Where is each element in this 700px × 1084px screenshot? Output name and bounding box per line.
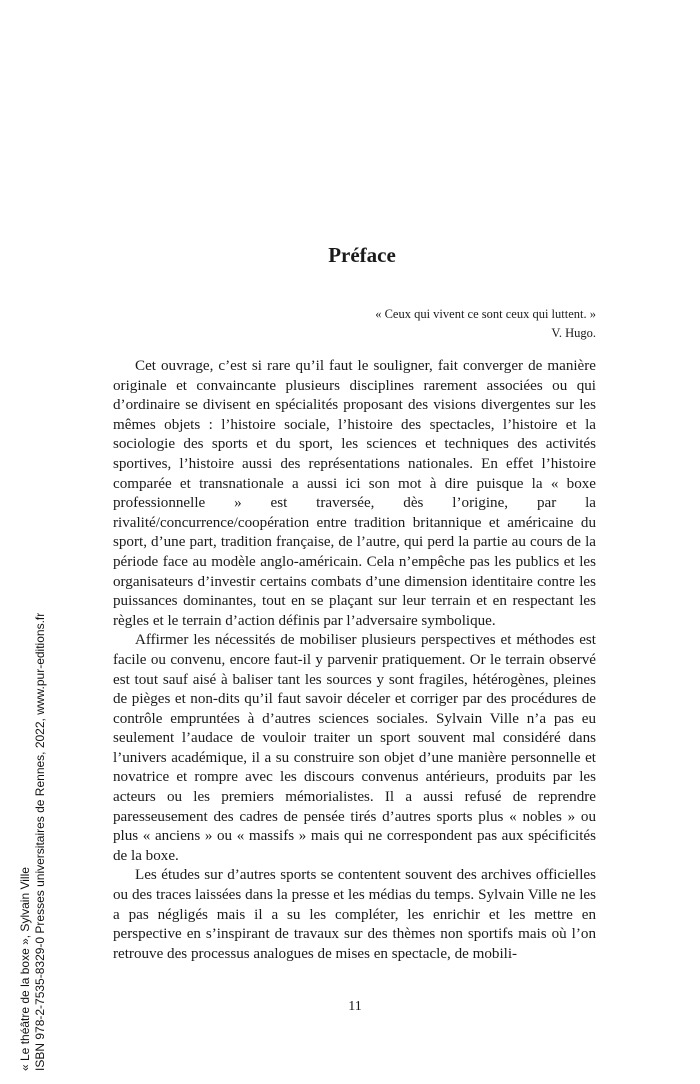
paragraph: Les études sur d’autres sports se contentent souvent des archives officielles ou des traces laissées dans la presse et les médias du temps. Sylvain Ville ne les a pas négligés mais il a su les compléter, les enrichir et les mettre en perspective en s’inspirant de travaux sur des thèmes non sportifs mais où l’on retrouve des processus analogues de mises en spectacle, de mobili- [113,867,596,962]
epigraph-author: V. Hugo. [551,326,596,340]
side-credit [18,471,48,1071]
page-number: 11 [348,999,362,1014]
epigraph [375,305,596,343]
body-text [113,357,596,964]
side-credit-line-isbn: ISBN 978-2-7535-8329-0 Presses universitaires de Rennes, 2022, www.pur-editions.fr [33,612,47,1071]
page-title: Préface [328,243,396,267]
paragraph: Affirmer les nécessités de mobiliser plusieurs perspectives et méthodes est facile ou convenu, encore faut-il y parvenir pratiquement. Or le terrain observé est tout sauf aisé à baliser tant les sources y sont fragiles, hétérogènes, pleines de pièges et non-dits qu’il faut savoir déceler et corriger par des procédures de contrôle empruntées à d’autres sciences sociales. Sylvain Ville n’a pas eu seulement l’audace de vouloir traiter un sport souvent mal considéré dans l’univers académique, il a su construire son objet d’une manière personnelle et novatrice et rompre avec les discours convenus antérieurs, produits par les acteurs ou les premiers mémorialistes. Il a aussi refusé de reprendre paresseusement des cadres de pensée tirés d’autres sports plus « nobles » ou plus « anciens » ou « massifs » mais qui ne correspondent pas aux spécificités de la boxe. [113,632,596,864]
epigraph-quote: « Ceux qui vivent ce sont ceux qui luttent. » [375,307,596,321]
side-credit-line-title: « Le théâtre de la boxe », Sylvain Ville [18,867,32,1071]
paragraph: Cet ouvrage, c’est si rare qu’il faut le souligner, fait converger de manière originale et convaincante plusieurs disciplines rarement associées ou qui d’ordinaire se divisent en spécialités proposant des visions divergentes sur les mêmes objets : l’histoire sociale, l’histoire des spectacles, l’histoire et la sociologie des sports et du sport, les sciences et techniques des activités sportives, l’histoire aussi des représentations nationales. En effet l’histoire comparée et transnationale a aussi ici son mot à dire puisque la « boxe professionnelle » est traversée, dès l’origine, par la rivalité/concurrence/coopération entre tradition britannique et américaine du sport, d’une part, tradition française, de l’autre, qui perd la partie au cours de la période face au modèle anglo-américain. Cela n’empêche pas les publics et les organisateurs d’investir certains combats d’une dimension identitaire contre les puissances dominantes, tout en se plaçant sur leur terrain et en respectant les règles et le terrain d’action définis par l’adversaire symbolique. [113,358,596,629]
